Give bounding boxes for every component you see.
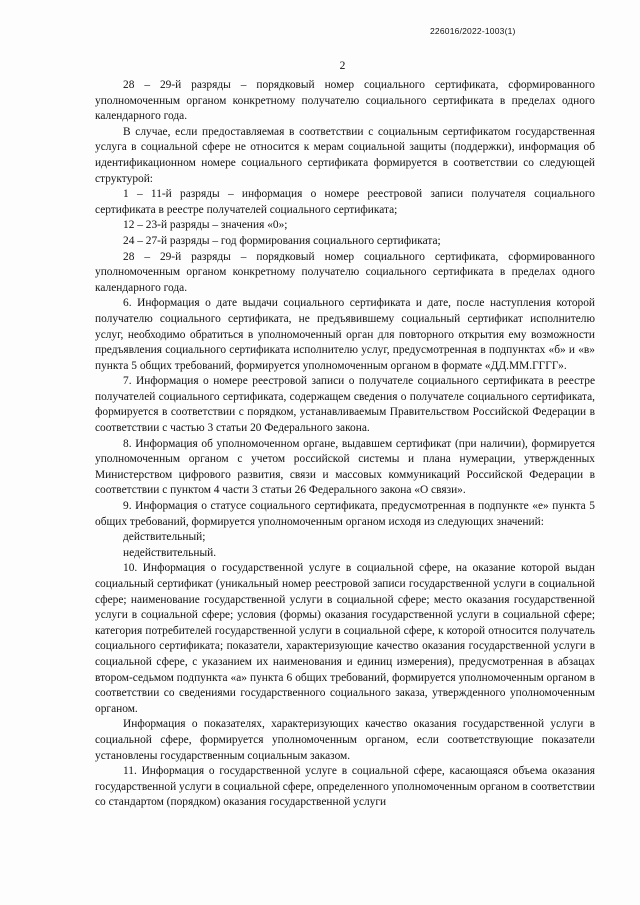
paragraph: действительный; [123, 531, 206, 544]
paragraph: 1 – 11-й разряды – информация о номере реестровой записи получателя социального сертификата в реестре получателей социального сертификата; [95, 188, 595, 216]
paragraph: В случае, если предоставляемая в соответствии с социальным сертификатом государственная услуга в социальной сфере не относится к мерам социальной защиты (поддержки), информация об идентификационном номере социального сертификата формируется в соответствии со следующей структурой: [95, 125, 595, 185]
paragraph: 8. Информация об уполномоченном органе, выдавшем сертификат (при наличии), формируется уполномоченным органом с учетом российской системы и плана нумерации, утвержденных Министерством цифрового развития, связи и массовых коммуникаций Российской Федерации в соответствии с пунктом 4 части 3 статьи 26 Федерального закона «О связи». [95, 437, 595, 497]
page-number: 2 [339, 60, 346, 72]
paragraph: 10. Информация о государственной услуге в социальной сфере, на оказание которой выдан социальный сертификат (уникальный номер реестровой записи государственной услуги в социальной сфере; наименование государственной услуги в социальной сфере; место оказания государственной услуги в социальной сфере; условия (формы) оказания государственной услуги в социальной сфере; категория потребителей государственной услуги в социальной сфере, к которой относится получатель социального сертификата; показатели, характеризующие качество оказания государственной услуги в социальной сфере, с указанием их наименования и единиц измерения), предусмотренная в абзацах втором-седьмом подпункта «а» пункта 6 общих требований, формируется уполномоченным органом в соответствии со сведениями государственного социального заказа, утвержденного уполномоченным органом. [95, 562, 595, 715]
paragraph: 24 – 27-й разряды – год формирования социального сертификата; [123, 234, 441, 247]
paragraph: 6. Информация о дате выдачи социального сертификата и дате, после наступления которой получателю социального сертификата, не предъявившему социальный сертификат исполнителю услуг, необходимо обратиться в уполномоченный орган для повторного открытия ему возможности предъявления социального сертификата исполнителю услуг, предусмотренная в подпунктах «б» и «в» пункта 5 общих требований, формируется уполномоченным органом в формате «ДД.ММ.ГГГГ». [95, 297, 595, 372]
paragraph: 7. Информация о номере реестровой записи о получателе социального сертификата в реестре получателей социального сертификата, содержащем сведения о получателе социального сертификата, формируется в соответствии с порядком, устанавливаемым Правительством Российской Федерации в соответствии с частью 3 статьи 20 Федерального закона. [95, 375, 595, 435]
paragraph: 11. Информация о государственной услуге в социальной сфере, касающаяся объема оказания государственной услуги в социальной сфере, определенного уполномоченным органом в соответствии со стандартом (порядком) оказания государственной услуги [95, 765, 595, 809]
paragraph: 28 – 29-й разряды – порядковый номер социального сертификата, сформированного уполномоченным органом конкретному получателю социального сертификата в пределах одного календарного года. [95, 79, 595, 123]
paragraph: Информация о показателях, характеризующих качество оказания государственной услуги в социальной сфере, формируется уполномоченным органом, если соответствующие показатели установлены государственным социальным заказом. [95, 718, 595, 762]
document-body [95, 78, 595, 811]
document-id: 226016/2022-1003(1) [430, 26, 516, 36]
paragraph: 28 – 29-й разряды – порядковый номер социального сертификата, сформированного уполномоченным органом конкретному получателю социального сертификата в пределах одного календарного года. [95, 250, 595, 294]
paragraph: недействительный. [123, 546, 217, 559]
paragraph: 12 – 23-й разряды – значения «0»; [123, 219, 288, 232]
paragraph: 9. Информация о статусе социального сертификата, предусмотренная в подпункте «е» пункта 5 общих требований, формируется уполномоченным органом исходя из следующих значений: [95, 500, 595, 528]
